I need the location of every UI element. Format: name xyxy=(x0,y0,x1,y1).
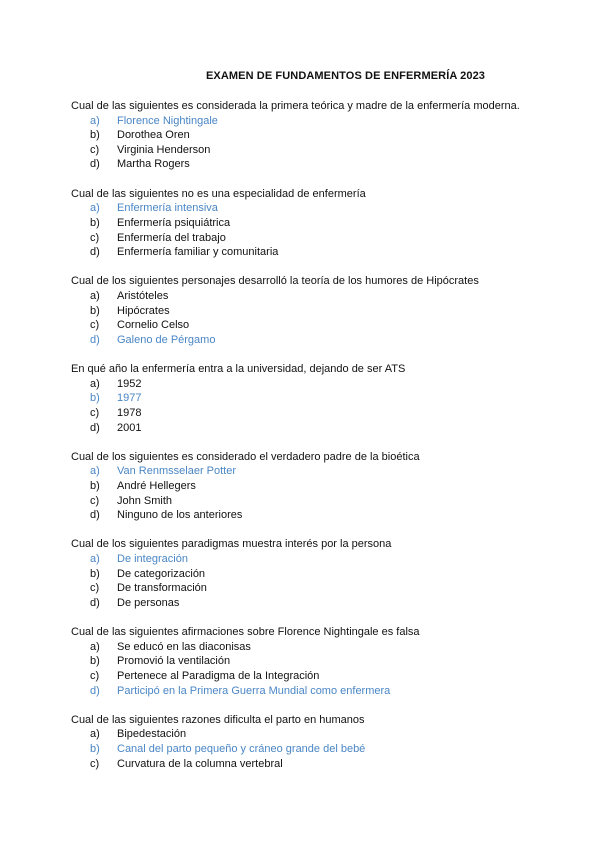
option-text: Cornelio Celso xyxy=(117,319,190,332)
option-text: De categorización xyxy=(117,567,206,580)
question-5 xyxy=(71,450,560,523)
question-7 xyxy=(71,625,560,698)
answer-option-correct xyxy=(71,552,560,567)
answer-option xyxy=(71,231,560,246)
question-text: Cual de los siguientes personajes desarrolló la teoría de los humores de Hipócrates xyxy=(71,275,479,288)
question-2 xyxy=(71,187,560,260)
answer-option xyxy=(71,727,560,742)
option-text: Canal del parto pequeño y cráneo grande del bebé xyxy=(117,743,366,755)
option-letter: a) xyxy=(90,114,100,127)
answer-option xyxy=(71,216,560,231)
option-letter: c) xyxy=(90,231,100,244)
option-letter: b) xyxy=(90,743,100,755)
answer-option xyxy=(71,245,560,260)
option-letter: d) xyxy=(90,596,100,609)
option-letter: b) xyxy=(90,655,100,668)
answer-option-correct xyxy=(71,114,560,129)
answer-option-correct xyxy=(71,742,560,757)
option-text: Galeno de Pérgamo xyxy=(117,333,216,346)
option-text: Hipócrates xyxy=(117,304,170,317)
answer-option-correct xyxy=(71,684,560,699)
question-text: Cual de las siguientes afirmaciones sobre Florence Nightingale es falsa xyxy=(71,626,420,639)
answer-option xyxy=(71,157,560,172)
option-letter: a) xyxy=(90,728,100,741)
option-letter: b) xyxy=(90,392,100,405)
answer-option xyxy=(71,508,560,523)
option-letter: a) xyxy=(90,465,100,478)
question-text: Cual de los siguientes es considerado el verdadero padre de la bioética xyxy=(71,450,420,463)
option-text: 1978 xyxy=(117,406,142,419)
option-text: 1952 xyxy=(117,377,142,390)
option-letter: d) xyxy=(90,684,100,697)
option-text: Florence Nightingale xyxy=(117,114,218,127)
answer-option xyxy=(71,406,560,421)
answer-options xyxy=(71,201,560,259)
option-text: Ninguno de los anteriores xyxy=(117,509,243,522)
option-text: Dorothea Oren xyxy=(117,129,190,142)
option-text: Curvatura de la columna vertebral xyxy=(117,757,283,770)
question-text: Cual de las siguientes razones dificulta el parto en humanos xyxy=(71,713,365,726)
question-8 xyxy=(71,713,560,771)
option-text: 1977 xyxy=(117,392,142,405)
option-text: John Smith xyxy=(117,494,173,507)
answer-option-correct xyxy=(71,464,560,479)
option-text: Martha Rogers xyxy=(117,158,190,171)
option-text: Bipedestación xyxy=(117,728,187,741)
option-letter: a) xyxy=(90,640,100,653)
option-text: De personas xyxy=(117,596,180,609)
question-text: En qué año la enfermería entra a la universidad, dejando de ser ATS xyxy=(71,363,406,376)
option-letter: b) xyxy=(90,479,100,492)
answer-option xyxy=(71,757,560,772)
answer-options xyxy=(71,289,560,347)
question-4 xyxy=(71,362,560,435)
answer-option xyxy=(71,567,560,582)
option-letter: a) xyxy=(90,290,100,303)
question-text: Cual de las siguientes es considerada la primera teórica y madre de la enfermería moderna. xyxy=(71,100,520,112)
question-text: Cual de las siguientes no es una especialidad de enfermería xyxy=(71,187,366,200)
option-text: De transformación xyxy=(117,582,207,595)
option-text: Aristóteles xyxy=(117,290,169,303)
answer-option xyxy=(71,289,560,304)
option-letter: c) xyxy=(90,669,100,682)
option-letter: d) xyxy=(90,421,100,434)
option-text: Participó en la Primera Guerra Mundial como enfermera xyxy=(117,684,391,697)
option-letter: a) xyxy=(90,377,100,390)
answer-option-correct xyxy=(71,201,560,216)
option-letter: c) xyxy=(90,494,100,507)
option-text: Van Renmsselaer Potter xyxy=(117,465,237,478)
option-text: Se educó en las diaconisas xyxy=(117,640,251,653)
answer-option xyxy=(71,128,560,143)
option-text: Enfermería psiquiátrica xyxy=(117,216,231,229)
option-text: Pertenece al Paradigma de la Integración xyxy=(117,669,320,682)
question-3 xyxy=(71,274,560,347)
answer-option xyxy=(71,479,560,494)
answer-option xyxy=(71,640,560,655)
option-letter: b) xyxy=(90,216,100,229)
option-letter: d) xyxy=(90,333,100,346)
answer-option xyxy=(71,143,560,158)
answer-option xyxy=(71,669,560,684)
option-letter: b) xyxy=(90,567,100,580)
option-letter: c) xyxy=(90,582,100,595)
question-6 xyxy=(71,537,560,610)
option-letter: c) xyxy=(90,757,100,770)
option-letter: a) xyxy=(90,553,100,566)
option-text: Virginia Henderson xyxy=(117,143,211,156)
question-text: Cual de los siguientes paradigmas muestra interés por la persona xyxy=(71,538,392,551)
answer-option xyxy=(71,494,560,509)
option-letter: c) xyxy=(90,319,100,332)
answer-option xyxy=(71,377,560,392)
option-letter: d) xyxy=(90,158,100,171)
exam-title: EXAMEN DE FUNDAMENTOS DE ENFERMERÍA 2023 xyxy=(205,70,486,82)
option-text: Enfermería del trabajo xyxy=(117,231,226,244)
answer-option xyxy=(71,318,560,333)
option-text: André Hellegers xyxy=(117,479,196,492)
answer-options xyxy=(71,640,560,698)
option-letter: d) xyxy=(90,246,100,259)
answer-options xyxy=(71,727,560,771)
option-letter: b) xyxy=(90,129,100,142)
answer-option xyxy=(71,581,560,596)
option-text: De integración xyxy=(117,553,188,566)
answer-options xyxy=(71,464,560,522)
answer-option-correct xyxy=(71,333,560,348)
option-text: Promovió la ventilación xyxy=(117,655,231,668)
option-text: Enfermería familiar y comunitaria xyxy=(117,246,279,259)
answer-options xyxy=(71,377,560,435)
answer-option xyxy=(71,654,560,669)
answer-option xyxy=(71,596,560,611)
answer-option xyxy=(71,304,560,319)
option-text: Enfermería intensiva xyxy=(117,202,218,215)
answer-options xyxy=(71,114,560,172)
option-letter: a) xyxy=(90,202,100,215)
answer-option xyxy=(71,421,560,436)
question-1 xyxy=(71,99,560,172)
option-letter: b) xyxy=(90,304,100,317)
option-text: 2001 xyxy=(117,421,142,434)
answer-option-correct xyxy=(71,391,560,406)
option-letter: c) xyxy=(90,406,100,419)
question-list xyxy=(71,99,560,771)
answer-options xyxy=(71,552,560,610)
option-letter: d) xyxy=(90,509,100,522)
option-letter: c) xyxy=(90,143,100,156)
